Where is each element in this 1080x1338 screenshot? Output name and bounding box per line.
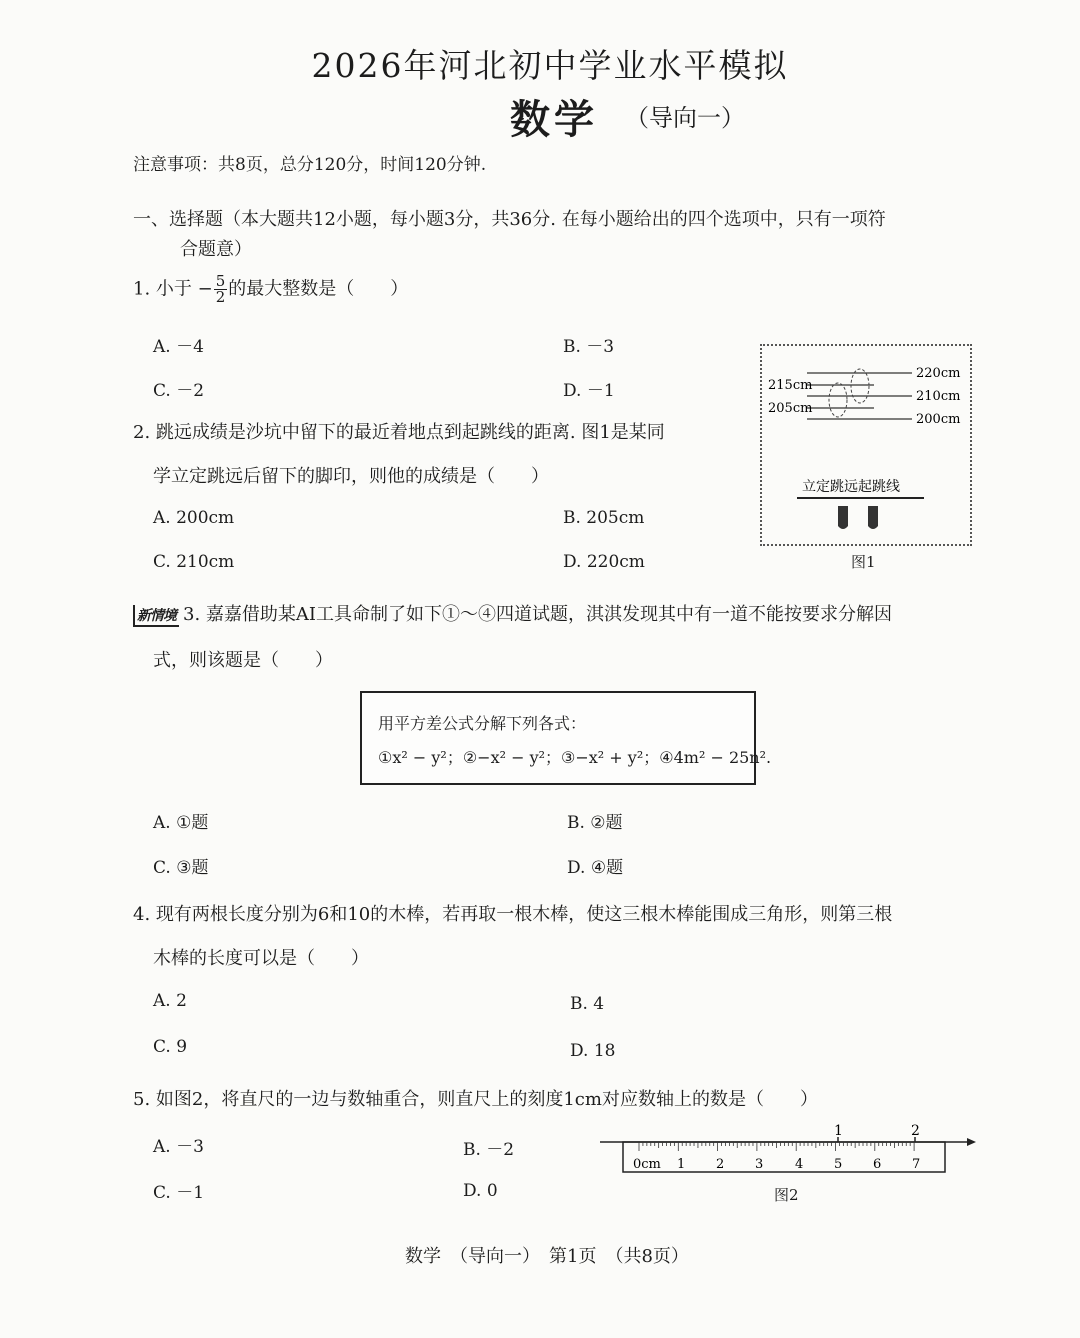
- shoes-icon: [838, 506, 878, 529]
- figure-2-drawing: [595, 1118, 980, 1178]
- q3-option-c: C. ③题: [153, 858, 209, 878]
- q5-option-c: C. －1: [153, 1183, 205, 1203]
- label-210: 210cm: [916, 389, 961, 404]
- q3-box-line2: ①x² − y²；②−x² − y²；③−x² + y²；④4m² − 25n².: [378, 748, 772, 767]
- q2-option-b: B. 205cm: [563, 508, 645, 528]
- q3-option-b: B. ②题: [567, 813, 623, 833]
- footprint-right-icon: [851, 369, 869, 403]
- section1-heading: 一、选择题（本大题共12小题，每小题3分，共36分. 在每小题给出的四个选项中，只有一项符: [133, 209, 886, 230]
- ruler-ticks: [639, 1142, 914, 1151]
- ruler-label-6: 6: [873, 1157, 882, 1172]
- guide-label: （导向一）: [625, 104, 745, 132]
- q3-option-a: A. ①题: [153, 813, 209, 833]
- notice: 注意事项：共8页，总分120分，时间120分钟.: [133, 155, 487, 175]
- subject-title: 数学: [510, 96, 598, 143]
- label-200: 200cm: [916, 412, 961, 427]
- figure-2: [595, 1118, 980, 1178]
- q1-option-b: B. －3: [563, 337, 615, 357]
- q1-frac-den: 2: [215, 288, 226, 306]
- q4-option-b: B. 4: [570, 994, 605, 1014]
- axis-label-1: 1: [834, 1123, 843, 1139]
- axis-arrow-icon: [967, 1138, 976, 1146]
- label-205: 205cm: [768, 401, 813, 416]
- q3-box-line1: 用平方差公式分解下列各式：: [378, 714, 587, 733]
- q5-option-d: D. 0: [463, 1181, 498, 1201]
- q5-line1: 5. 如图2，将直尺的一边与数轴重合，则直尺上的刻度1cm对应数轴上的数是（ ）: [133, 1089, 818, 1110]
- ruler-label-7: 7: [912, 1157, 921, 1172]
- q1-prefix: 1. 小于 −: [133, 278, 213, 300]
- q4-line1: 4. 现有两根长度分别为6和10的木棒，若再取一根木棒，使这三根木棒能围成三角形，则第三根: [133, 904, 893, 925]
- page-footer: 数学 （导向一） 第1页 （共8页）: [405, 1246, 689, 1267]
- q3-line1-text: 3. 嘉嘉借助某AI工具命制了如下①～④四道试题，淇淇发现其中有一道不能按要求分解因: [183, 604, 893, 625]
- q4-option-a: A. 2: [153, 991, 187, 1011]
- ruler-label-1: 1: [677, 1157, 686, 1172]
- q1-option-c: C. －2: [153, 381, 205, 401]
- ruler: [623, 1142, 945, 1172]
- q2-line2: 学立定跳远后留下的脚印，则他的成绩是（ ）: [153, 466, 549, 487]
- q1-option-a: A. －4: [153, 337, 204, 357]
- figure-1: [760, 344, 972, 546]
- q4-option-c: C. 9: [153, 1037, 188, 1057]
- section1-heading-cont: 合题意）: [180, 239, 252, 260]
- q2-option-a: A. 200cm: [153, 508, 235, 528]
- q3-option-d: D. ④题: [567, 858, 624, 878]
- q4-option-d: D. 18: [570, 1041, 616, 1061]
- footprint-left-icon: [829, 383, 847, 417]
- q5-option-b: B. －2: [463, 1140, 515, 1160]
- ruler-label-3: 3: [755, 1157, 764, 1172]
- label-220: 220cm: [916, 366, 961, 381]
- label-215: 215cm: [768, 378, 813, 393]
- q3-line2: 式，则该题是（ ）: [153, 650, 333, 671]
- figure-2-caption: 图2: [774, 1186, 799, 1204]
- exam-title: 2026年河北初中学业水平模拟: [311, 46, 789, 85]
- q1-fraction: [214, 274, 228, 305]
- ruler-label-4: 4: [795, 1157, 804, 1172]
- ruler-label-0: 0cm: [633, 1157, 661, 1172]
- q3-problem-box: [360, 691, 772, 785]
- axis-label-2: 2: [911, 1123, 920, 1139]
- question-1: [133, 274, 408, 305]
- q2-option-c: C. 210cm: [153, 552, 235, 572]
- q4-line2: 木棒的长度可以是（ ）: [153, 948, 369, 969]
- q3-line1: [133, 600, 892, 627]
- ruler-label-2: 2: [716, 1157, 725, 1172]
- q2-line1: 2. 跳远成绩是沙坑中留下的最近着地点到起跳线的距离. 图1是某同: [133, 422, 665, 443]
- new-context-badge: 新情境: [133, 605, 179, 627]
- q1-option-d: D. －1: [563, 381, 615, 401]
- ruler-label-5: 5: [834, 1157, 843, 1172]
- q5-option-a: A. －3: [153, 1137, 204, 1157]
- q1-suffix: 的最大整数是（ ）: [228, 278, 409, 300]
- figure-1-drawing: [762, 346, 970, 544]
- takeoff-line-label: 立定跳远起跳线: [802, 479, 900, 495]
- q2-option-d: D. 220cm: [563, 552, 645, 572]
- q1-frac-num: 5: [215, 272, 226, 290]
- figure-1-caption: 图1: [851, 553, 876, 571]
